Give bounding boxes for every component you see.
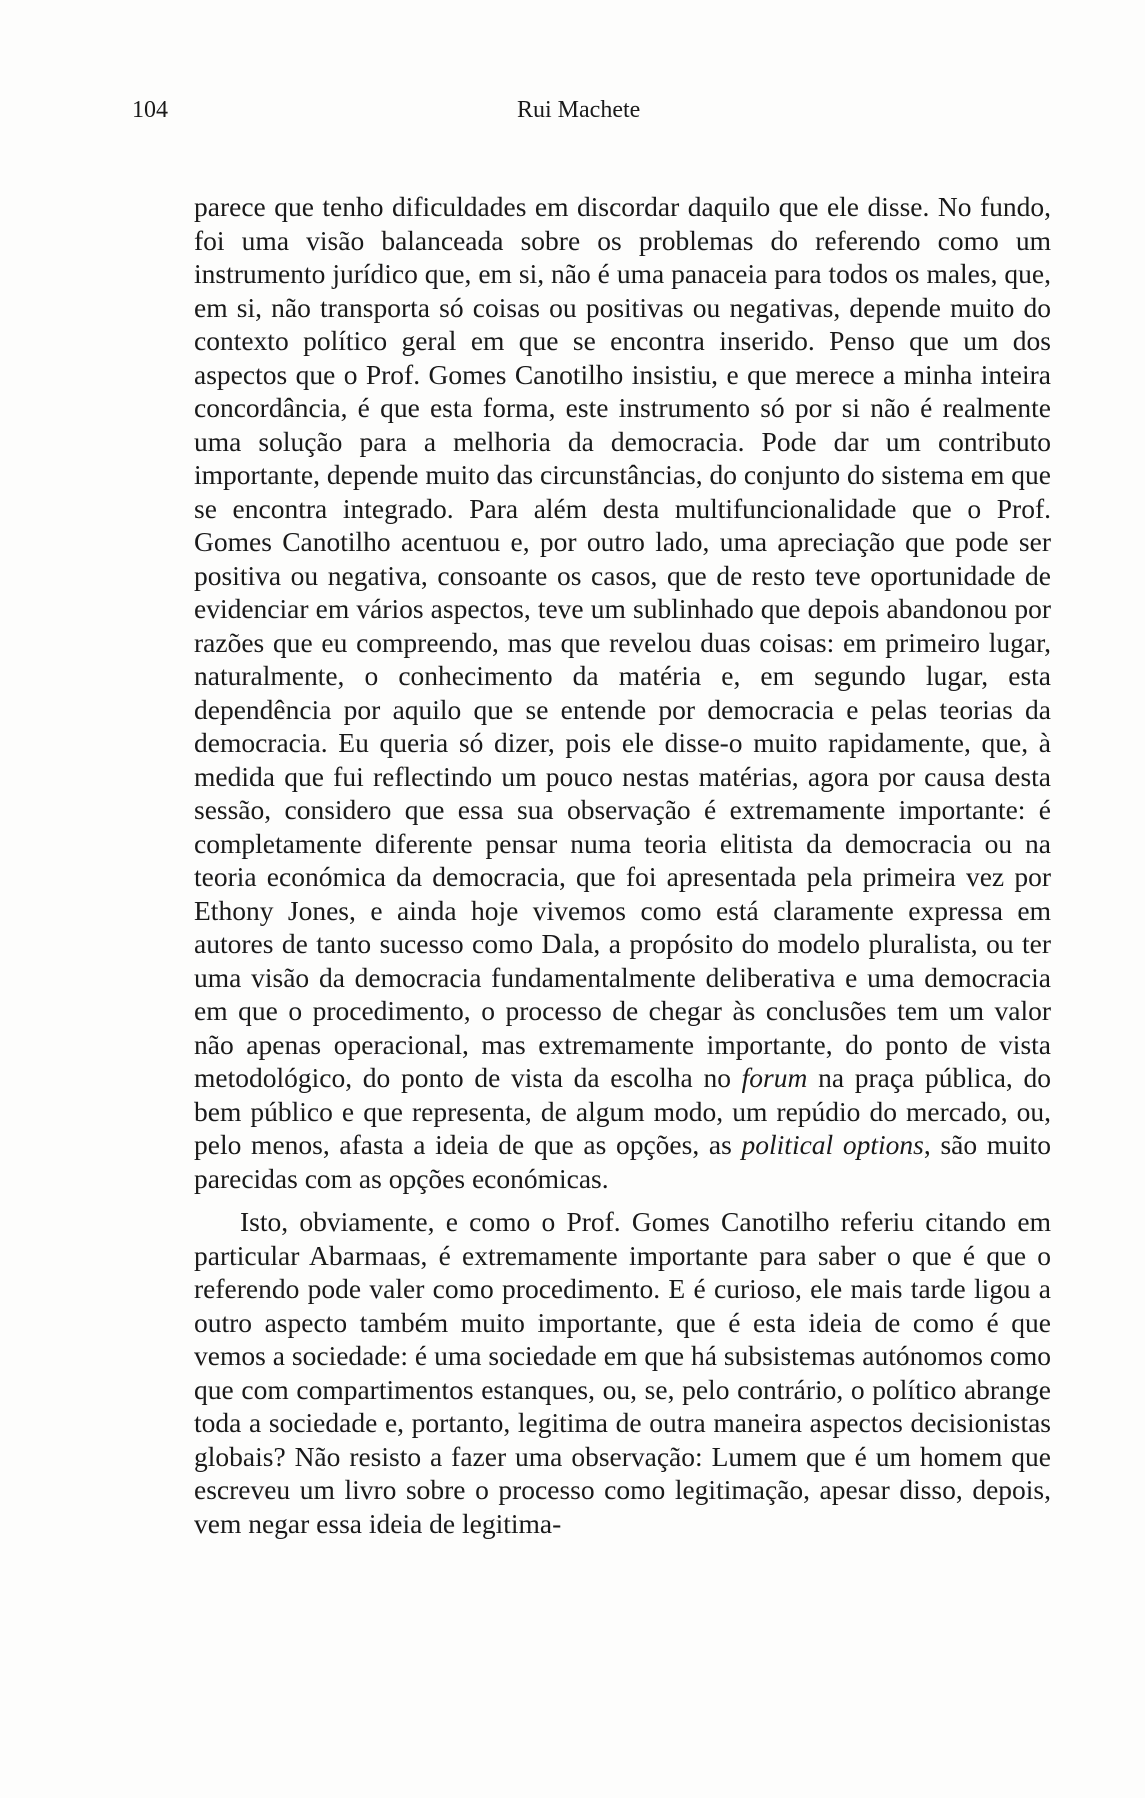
running-head [132, 92, 1052, 128]
paragraph-2-text-1: Isto, obviamente, e como o Prof. Gomes Canotilho referiu citando em particular Abarmaas, é extremamente importante para saber o que é que o referendo pode valer como procedimento. E é curioso, ele mais tarde ligou a outro aspecto também muito importante, que é esta ideia de como é que vemos a sociedade: é uma sociedade em que há subsistemas autónomos como que com compartimentos estanques, ou, se, pelo contrário, o político abrange toda a sociedade e, portanto, legitima de outra maneira aspectos decisionistas globais? Não resisto a fazer uma observação: Lumem que é um homem que escreveu um livro sobre o processo como legitimação, apesar disso, depois, vem negar essa ideia de legitima- [194, 1206, 1051, 1539]
body-text [194, 190, 1051, 1540]
paragraph-1 [194, 190, 1051, 1195]
running-title: Rui Machete [517, 97, 641, 123]
paragraph-1-text-3: , são muito parecidas com as opções económicas. [194, 1129, 1051, 1194]
italic-term-political-options: political options [741, 1129, 924, 1160]
paragraph-1-text-2: na praça pública, do bem público e que representa, de algum modo, um repúdio do mercado, ou, pelo menos, afasta a ideia de que as opções, as [194, 1062, 1051, 1160]
italic-term-forum: forum [741, 1062, 808, 1093]
page-number: 104 [132, 97, 168, 123]
paragraph-1-text-1: parece que tenho dificuldades em discordar daquilo que ele disse. No fundo, foi uma visão balanceada sobre os problemas do referendo como um instrumento jurídico que, em si, não é uma panaceia para todos os males, que, em si, não transporta só coisas ou positivas ou negativas, depende muito do contexto político geral em que se encontra inserido. Penso que um dos aspectos que o Prof. Gomes Canotilho insistiu, e que merece a minha inteira concordância, é que esta forma, este instrumento só por si não é realmente uma solução para a melhoria da democracia. Pode dar um contributo importante, depende muito das circunstâncias, do conjunto do sistema em que se encontra integrado. Para além desta multifuncionalidade que o Prof. Gomes Canotilho acentuou e, por outro lado, uma apreciação que pode ser positiva ou negativa, consoante os casos, que de resto teve oportunidade de evidenciar em vários aspectos, teve um sublinhado que depois abandonou por razões que eu compreendo, mas que revelou duas coisas: em primeiro lugar, naturalmente, o conhecimento da matéria e, em segundo lugar, esta dependência por aquilo que se entende por democracia e pelas teorias da democracia. Eu queria só dizer, pois ele disse-o muito rapidamente, que, à medida que fui reflectindo um pouco nestas matérias, agora por causa desta sessão, considero que essa sua observação é extremamente importante: é completamente diferente pensar numa teoria elitista da democracia ou na teoria económica da democracia, que foi apresentada pela primeira vez por Ethony Jones, e ainda hoje vivemos como está claramente expressa em autores de tanto sucesso como Dala, a propósito do modelo pluralista, ou ter uma visão da democracia fundamentalmente deliberativa e uma democracia em que o procedimento, o processo de chegar às conclusões tem um valor não apenas operacional, mas extremamente importante, do ponto de vista metodológico, do ponto de vista da escolha no [194, 191, 1051, 1093]
paragraph-2 [194, 1205, 1051, 1540]
